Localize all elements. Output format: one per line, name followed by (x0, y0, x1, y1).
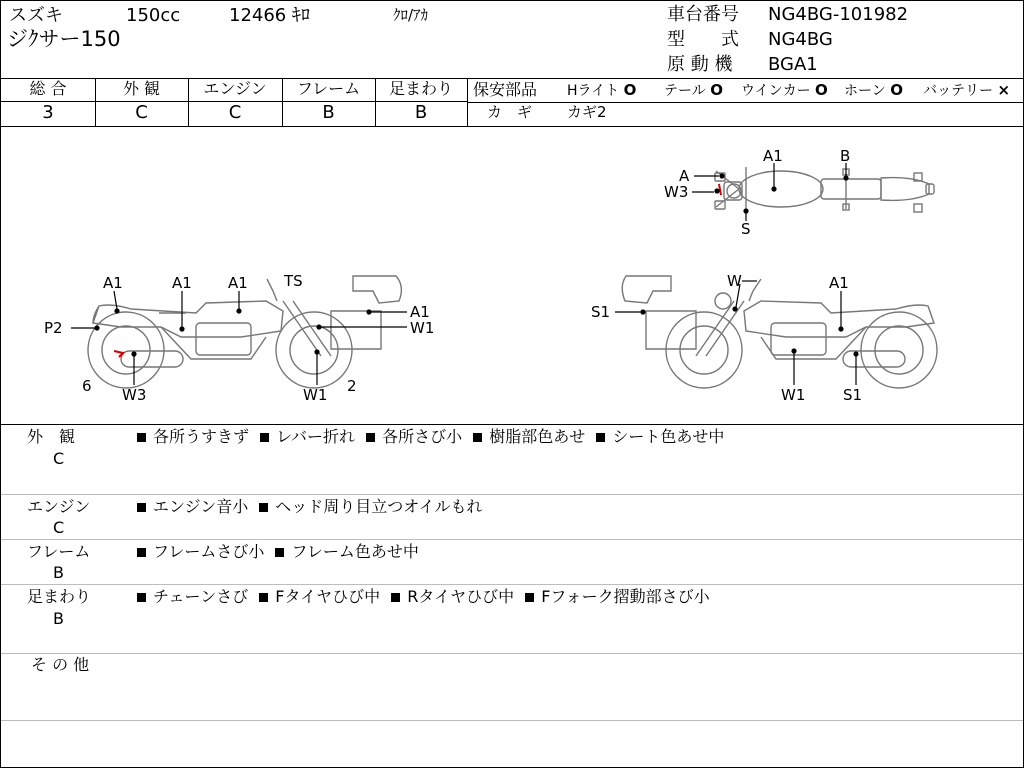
safety-item-mark: O (890, 81, 903, 99)
remark: チェーンさび (153, 587, 249, 606)
top-label-w3: W3 (664, 183, 689, 201)
maker: スズキ (9, 5, 63, 26)
left-label-a1-seat: A1 (172, 274, 192, 292)
section-frame-grade: B (53, 563, 64, 582)
grade-label-frame: フレーム (296, 79, 361, 98)
safety-item-headlight (567, 83, 636, 98)
left-label-w1-front: W1 (410, 319, 435, 337)
color: ｸﾛ/ｱｶ (393, 6, 429, 24)
section-divider (1, 539, 1023, 540)
safety-item-tail (664, 83, 723, 98)
bullet (259, 503, 268, 512)
bullet (391, 593, 400, 602)
bullet (259, 593, 268, 602)
right-label-a1: A1 (829, 274, 849, 292)
safety-label: 保安部品 (473, 80, 538, 99)
grade-label-exterior: 外 観 (122, 79, 161, 98)
grade-value-overall: 3 (42, 102, 54, 123)
left-label-w1-wheel: W1 (303, 386, 328, 404)
left-label-6: 6 (82, 377, 92, 395)
safety-item-mark: × (997, 81, 1011, 99)
section-suspension-items (131, 589, 710, 605)
remark: Fタイヤひび中 (275, 587, 381, 606)
right-label-s1-rear: S1 (843, 386, 863, 404)
section-exterior-grade: C (53, 449, 65, 468)
safety-item-mark: O (815, 81, 828, 99)
left-label-p2: P2 (44, 319, 63, 337)
section-engine-items (131, 499, 483, 515)
left-view-drawing (88, 276, 401, 388)
top-label-a: A (679, 167, 690, 185)
safety-item-battery (923, 83, 1010, 98)
safety-item-mark: O (623, 81, 637, 99)
bullet (137, 548, 146, 557)
section-suspension-grade: B (53, 609, 64, 628)
bullet (137, 503, 146, 512)
section-suspension-title: 足まわり (27, 587, 92, 606)
left-label-a1-tank: A1 (228, 274, 248, 292)
key-value: カギ2 (567, 103, 607, 121)
remark: ヘッド周り目立つオイルもれ (275, 497, 483, 516)
safety-item-name: ウインカー (741, 83, 811, 99)
frame-no-label: 車台番号 (667, 4, 739, 25)
remark: 各所さび小 (382, 427, 463, 446)
bullet (260, 433, 269, 442)
top-view-drawing (715, 167, 934, 212)
displacement: 150cc (126, 5, 181, 26)
remark: シート色あせ中 (612, 427, 725, 446)
remark: 各所うすきず (153, 427, 250, 446)
safety-item-horn (844, 83, 903, 98)
section-frame-items (131, 544, 419, 560)
section-engine-grade: C (53, 518, 65, 537)
damage-diagram (1, 127, 1023, 423)
engine-label: 原 動 機 (667, 54, 733, 75)
key-label: カ ギ (487, 103, 533, 121)
remark: レバー折れ (276, 427, 355, 446)
diagram-divider (1, 424, 1023, 425)
right-view-drawing (622, 276, 937, 388)
bullet (596, 433, 605, 442)
bullet (137, 433, 146, 442)
safety-item-name: バッテリー (923, 83, 993, 99)
safety-item-name: Hライト (567, 83, 620, 99)
safety-item-winker (741, 83, 828, 98)
section-frame-title: フレーム (27, 542, 91, 561)
grade-value-frame: B (322, 102, 335, 123)
grade-label-suspension: 足まわり (388, 79, 453, 98)
remark: フレーム色あせ中 (291, 542, 419, 561)
grade-label-engine: エンジン (203, 79, 267, 98)
remark: Fフォーク摺動部さび小 (541, 587, 710, 606)
left-label-a1-rear: A1 (103, 274, 123, 292)
remark: Rタイヤひび中 (407, 587, 515, 606)
grade-value-suspension: B (414, 102, 428, 123)
section-divider (1, 494, 1023, 495)
divider (467, 102, 1023, 103)
section-exterior-title: 外 観 (27, 427, 76, 446)
bullet (275, 548, 284, 557)
section-divider (1, 720, 1023, 721)
section-divider (1, 584, 1023, 585)
right-label-s1-front: S1 (591, 303, 611, 321)
left-label-w3: W3 (122, 386, 147, 404)
left-label-ts: TS (284, 272, 303, 290)
top-label-a1: A1 (763, 147, 783, 165)
bullet (137, 593, 146, 602)
damage-mark-red-top (719, 184, 721, 195)
safety-item-name: ホーン (844, 83, 886, 99)
motorcycle-diagram-svg (1, 127, 1023, 423)
engine-code: BGA1 (768, 54, 818, 75)
model-label: 型 式 (667, 29, 739, 50)
section-engine-title: エンジン (27, 497, 91, 516)
mileage: 12466 ｷﾛ (229, 5, 310, 26)
remark: エンジン音小 (153, 497, 249, 516)
model-code: NG4BG (768, 29, 833, 50)
model-name: ジｸサー150 (7, 27, 121, 51)
left-label-a1-front: A1 (410, 303, 430, 321)
safety-item-name: テール (664, 83, 706, 99)
frame-no: NG4BG-101982 (768, 4, 909, 25)
remark: 樹脂部色あせ (489, 427, 586, 446)
top-label-s: S (741, 220, 751, 238)
section-other-title: そ の 他 (31, 655, 90, 674)
grade-value-exterior: C (135, 102, 148, 123)
bullet (473, 433, 482, 442)
bullet (366, 433, 375, 442)
grade-value-engine: C (228, 102, 242, 123)
right-label-w: W (727, 272, 742, 290)
section-exterior-items (131, 429, 724, 445)
top-label-b: B (840, 147, 851, 165)
section-divider (1, 653, 1023, 654)
right-label-w1: W1 (781, 386, 806, 404)
safety-item-mark: O (710, 81, 723, 99)
left-label-2: 2 (347, 377, 357, 395)
grade-label-overall: 総 合 (29, 79, 67, 98)
remark: フレームさび小 (153, 542, 265, 561)
bullet (525, 593, 534, 602)
